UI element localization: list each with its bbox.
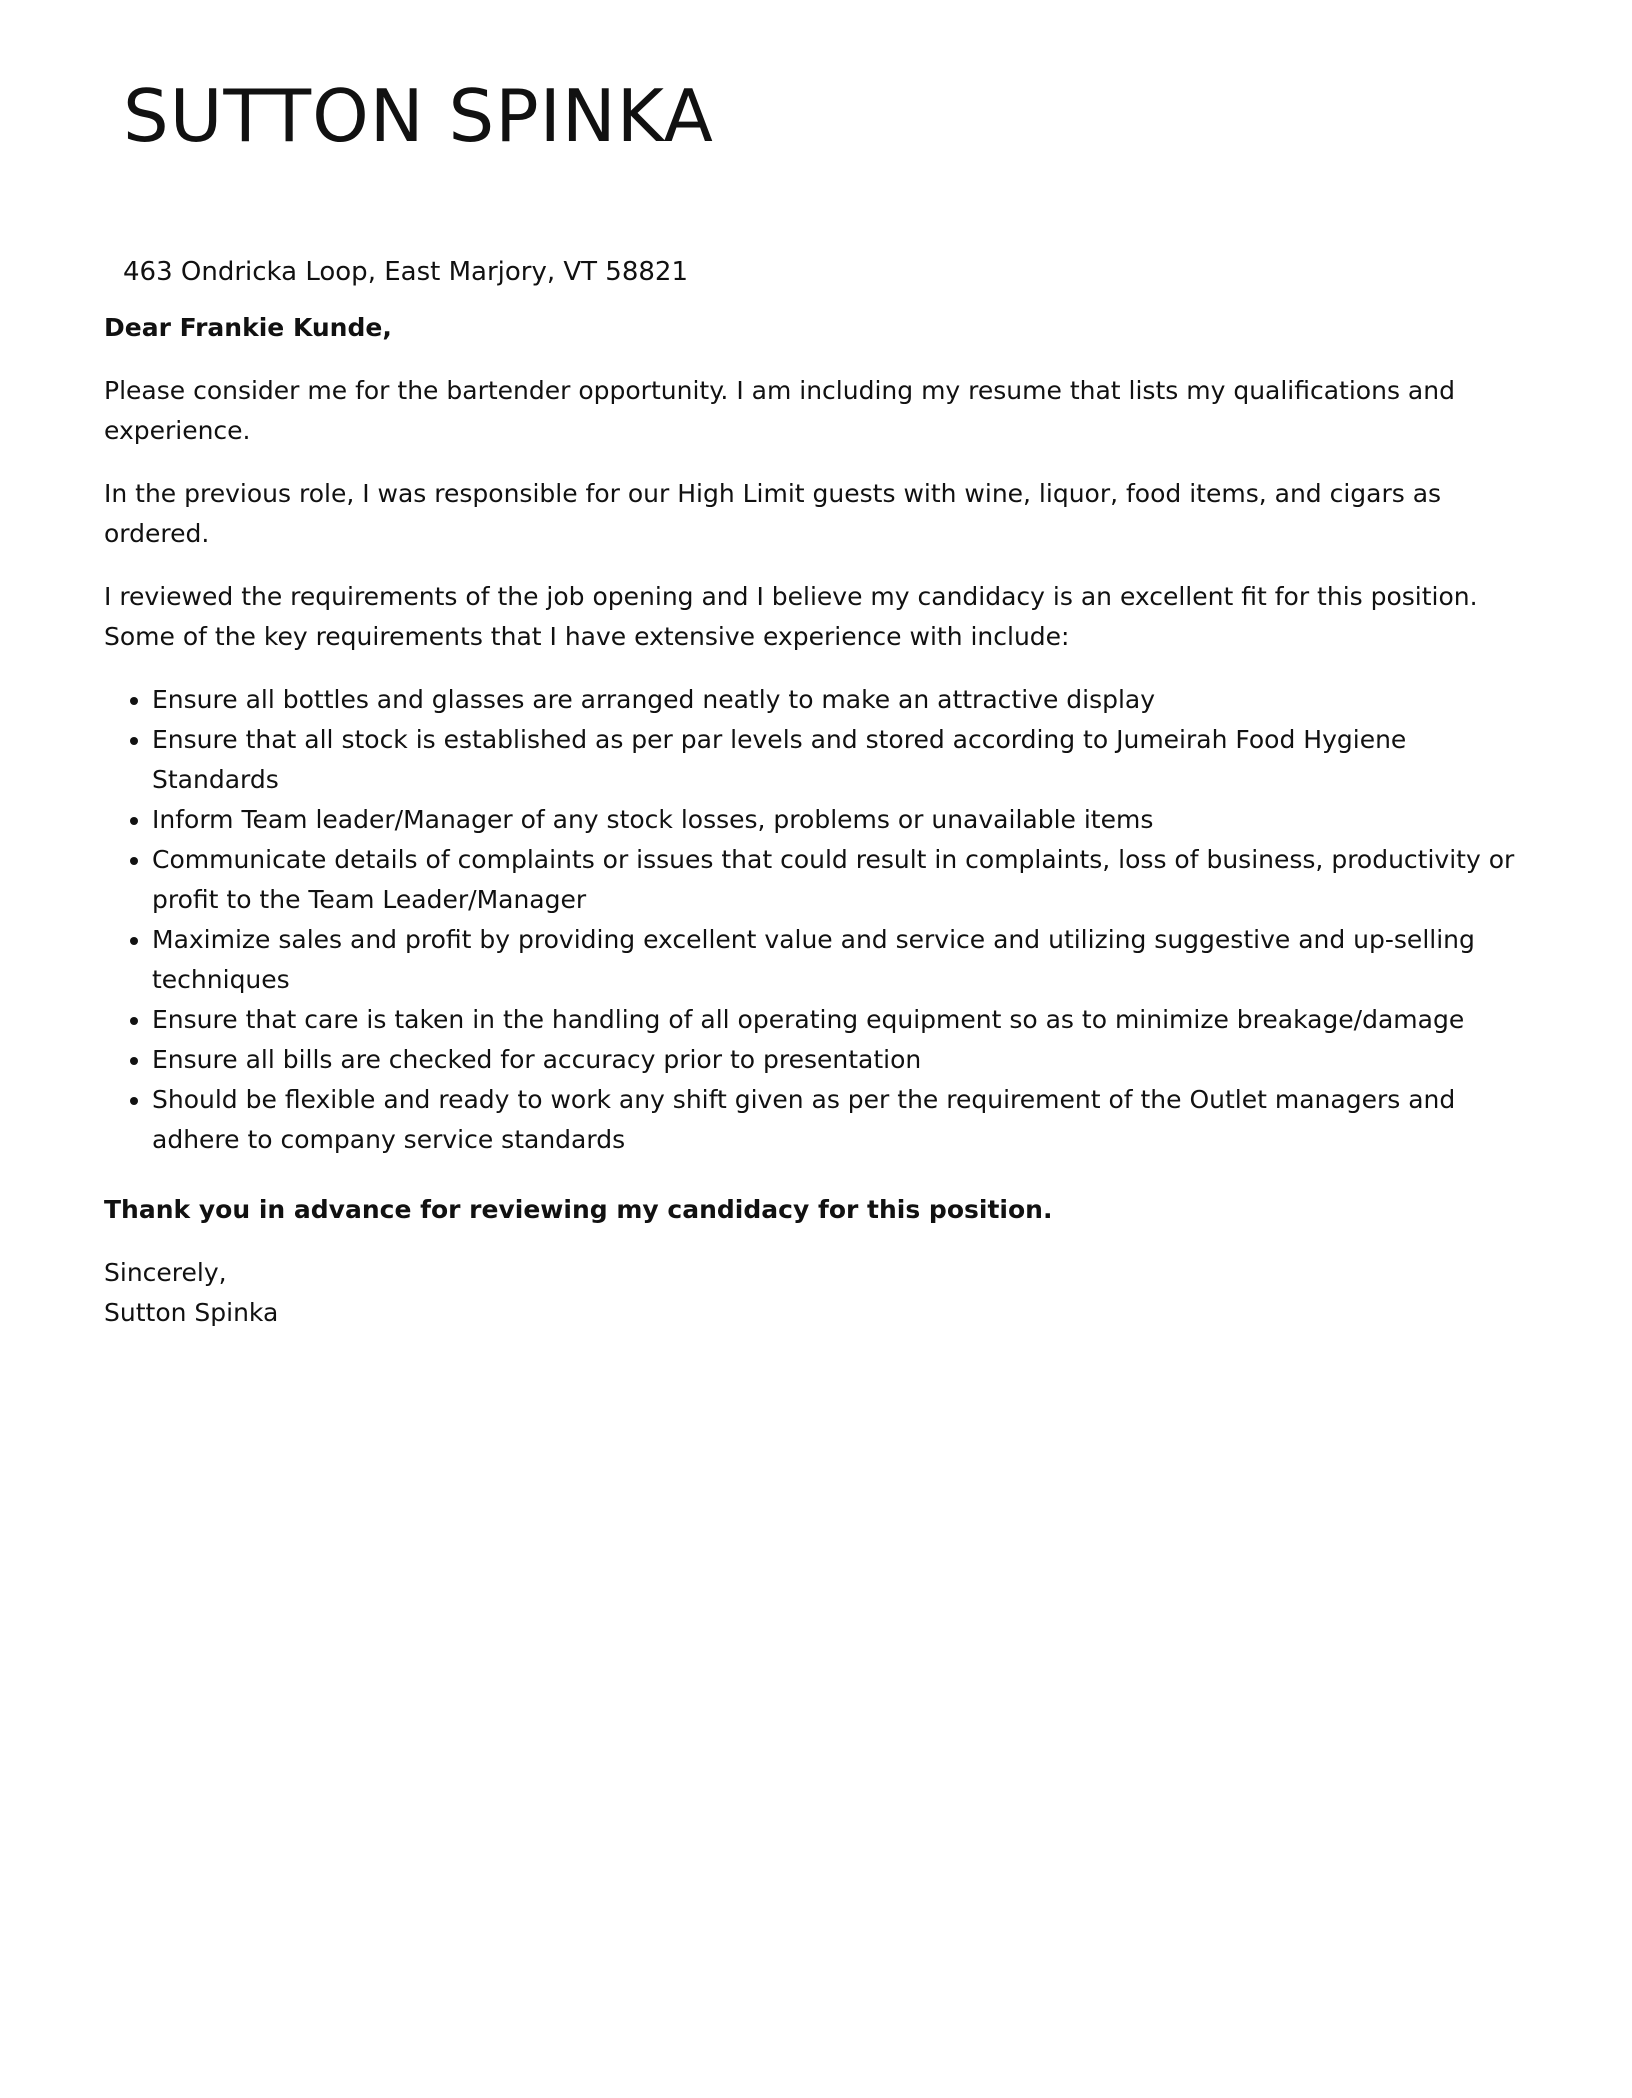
list-item: Ensure that care is taken in the handling of all operating equipment so as to minimize breakage/damage [104,1000,1534,1040]
list-item: Ensure all bottles and glasses are arranged neatly to make an attractive display [104,680,1534,720]
requirements-intro-paragraph: I reviewed the requirements of the job opening and I believe my candidacy is an excellent fit for this position. Some of the key requirements that I have extensive experience with include: [104,582,1478,651]
signoff-block [104,1253,1534,1333]
salutation: Dear Frankie Kunde, [104,313,392,342]
valediction: Sincerely, [104,1258,227,1287]
closing-paragraph: Thank you in advance for reviewing my candidacy for this position. [104,1195,1053,1224]
requirements-list [104,680,1534,1160]
intro-paragraph: Please consider me for the bartender opportunity. I am including my resume that lists my qualifications and experience. [104,376,1455,445]
list-item: Ensure all bills are checked for accuracy prior to presentation [104,1040,1534,1080]
applicant-name: SUTTON SPINKA [123,74,714,158]
letter-body [104,308,1534,1333]
list-item: Maximize sales and profit by providing excellent value and service and utilizing suggestive and up-selling techniques [104,920,1534,1000]
list-item: Communicate details of complaints or issues that could result in complaints, loss of business, productivity or profit to the Team Leader/Manager [104,840,1534,920]
signature-name: Sutton Spinka [104,1298,279,1327]
list-item: Inform Team leader/Manager of any stock losses, problems or unavailable items [104,800,1534,840]
letter-header [123,72,714,287]
list-item: Ensure that all stock is established as per par levels and stored according to Jumeirah Food Hygiene Standards [104,720,1534,800]
experience-paragraph: In the previous role, I was responsible for our High Limit guests with wine, liquor, food items, and cigars as ordered. [104,479,1442,548]
applicant-address: 463 Ondricka Loop, East Marjory, VT 58821 [123,257,689,287]
list-item: Should be flexible and ready to work any shift given as per the requirement of the Outlet managers and adhere to company service standards [104,1080,1534,1160]
